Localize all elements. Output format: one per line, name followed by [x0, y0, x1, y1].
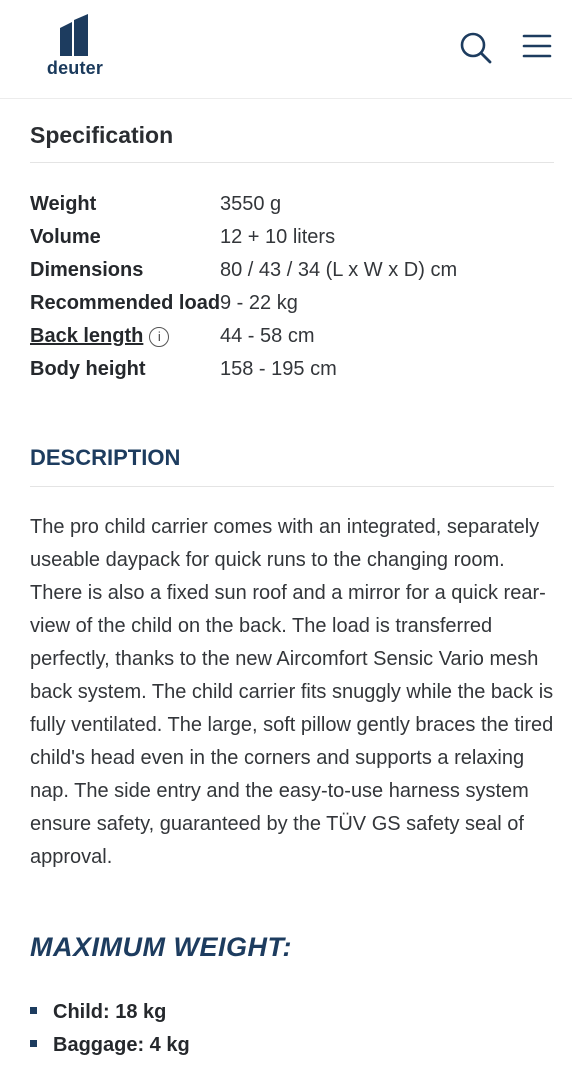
site-header	[0, 0, 572, 99]
spec-label: Weight	[30, 193, 97, 215]
spec-row-body-height	[30, 355, 554, 388]
spec-value: 44 - 58 cm	[220, 325, 315, 347]
spec-label: Body height	[30, 358, 146, 380]
back-length-link[interactable]: Back length	[30, 325, 144, 347]
bullet-icon	[30, 1007, 37, 1014]
spec-value: 80 / 43 / 34 (L x W x D) cm	[220, 259, 458, 281]
search-button[interactable]	[458, 30, 494, 66]
logo-text: deuter	[46, 58, 104, 78]
spec-row-dimensions	[30, 256, 554, 289]
specification-title: Specification	[30, 122, 174, 148]
spec-label: Recommended load	[30, 292, 221, 314]
maximum-weight-list	[30, 997, 190, 1063]
spec-value: 158 - 195 cm	[220, 358, 337, 380]
list-item	[30, 997, 190, 1030]
description-text: The pro child carrier comes with an integrated, separately useable daypack for quick runs to the changing room. There is also a fixed sun roof and a mirror for a quick rear-view of the child on the back. The load is transferred perfectly, thanks to the new Aircomfort Sensic Vario mesh back system. The child carrier fits snuggly while the back is fully ventilated. The large, soft pillow gently braces the tired child's head even in the corners and supports a relaxing nap. The side entry and the easy-to-use harness system ensure safety, guaranteed by the TÜV GS safety seal of approval.	[30, 516, 554, 868]
spec-label: Dimensions	[30, 259, 144, 281]
menu-button[interactable]	[520, 30, 554, 64]
specification-divider	[30, 162, 554, 163]
spec-value: 3550 g	[220, 193, 282, 215]
spec-label-back-length	[30, 322, 169, 350]
search-icon	[458, 30, 494, 66]
spec-row-back-length	[30, 322, 554, 355]
deuter-logo-icon	[58, 14, 92, 56]
description-divider	[30, 486, 554, 487]
spec-label: Volume	[30, 226, 101, 248]
list-item-text: Child: 18 kg	[53, 1001, 167, 1023]
hamburger-menu-icon	[520, 30, 554, 64]
spec-row-volume	[30, 223, 554, 256]
list-item	[30, 1030, 190, 1063]
list-item-text: Baggage: 4 kg	[53, 1034, 190, 1056]
info-icon[interactable]: i	[149, 327, 169, 347]
spec-row-recommended-load	[30, 289, 554, 322]
specification-table	[30, 190, 554, 388]
maximum-weight-title: MAXIMUM WEIGHT:	[30, 932, 292, 962]
bullet-icon	[30, 1040, 37, 1047]
spec-value: 12 + 10 liters	[220, 226, 336, 248]
spec-value: 9 - 22 kg	[220, 292, 298, 314]
description-title: DESCRIPTION	[30, 445, 181, 470]
spec-row-weight	[30, 190, 554, 223]
deuter-logo[interactable]	[42, 14, 108, 80]
